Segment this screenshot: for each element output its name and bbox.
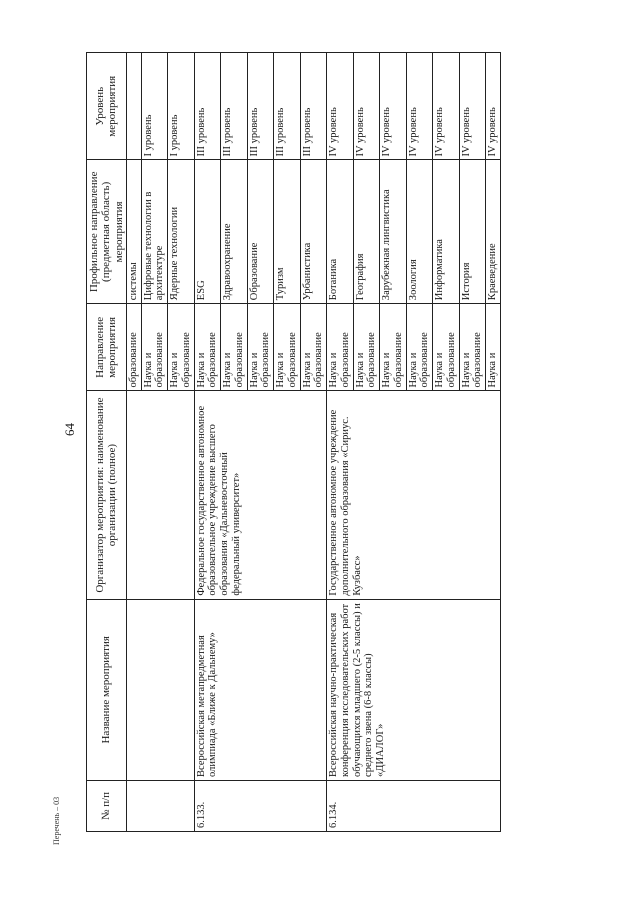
cell-level: IV уровень <box>486 53 501 160</box>
cell-event-name: Всероссийская научно-практическая конференция исследовательских работ обучающихся младшего (2-5 классы) и среднего звена (6-8 классы) «ДИАЛОГ» <box>327 599 501 780</box>
cell-level: IV уровень <box>353 53 380 160</box>
table-row <box>327 53 354 832</box>
cell-organizer <box>126 391 194 599</box>
cell-direction: Наука и образование <box>247 304 274 391</box>
cell-profile: ESG <box>194 160 221 304</box>
cell-direction: Наука и образование <box>221 304 248 391</box>
cell-direction: Наука и образование <box>380 304 407 391</box>
cell-level: IV уровень <box>433 53 460 160</box>
cell-event-name <box>126 599 194 780</box>
cell-level: IV уровень <box>406 53 433 160</box>
cell-event-name: Всероссийская метапредметная олимпиада «Ближе к Дальнему» <box>194 599 327 780</box>
cell-level: IV уровень <box>327 53 354 160</box>
cell-level: I уровень <box>141 53 168 160</box>
cell-direction: Наука и образование <box>141 304 168 391</box>
cell-level: III уровень <box>221 53 248 160</box>
table-row <box>194 53 221 832</box>
rotated-table-container <box>86 52 586 832</box>
cell-direction: Наука и образование <box>327 304 354 391</box>
header-level: Уровень мероприятия <box>87 53 127 160</box>
cell-direction: Наука и образование <box>353 304 380 391</box>
table-row <box>126 53 141 832</box>
page-number: 64 <box>62 423 77 436</box>
footer-note: Перечень – 03 <box>52 796 61 845</box>
cell-number <box>126 780 194 831</box>
cell-direction: Наука и образование <box>168 304 195 391</box>
cell-profile: Здравоохранение <box>221 160 248 304</box>
cell-profile: Зоология <box>406 160 433 304</box>
events-table <box>86 52 501 832</box>
cell-direction: Наука и образование <box>274 304 301 391</box>
cell-profile: Туризм <box>274 160 301 304</box>
cell-level: III уровень <box>194 53 221 160</box>
cell-level: IV уровень <box>380 53 407 160</box>
cell-organizer: Федеральное государственное автономное образовательное учреждение высшего образования «Дальневосточный федеральный университет» <box>194 391 327 599</box>
cell-level: I уровень <box>168 53 195 160</box>
cell-direction: Наука и образование <box>433 304 460 391</box>
cell-profile: Зарубежная лингвистика <box>380 160 407 304</box>
cell-profile: Ядерные технологии <box>168 160 195 304</box>
cell-level: III уровень <box>300 53 327 160</box>
cell-direction: Наука и <box>486 304 501 391</box>
header-organizer: Организатор мероприятия: наименование организации (полное) <box>87 391 127 599</box>
cell-direction: образование <box>126 304 141 391</box>
cell-profile: Информатика <box>433 160 460 304</box>
cell-profile: История <box>459 160 486 304</box>
cell-direction: Наука и образование <box>406 304 433 391</box>
cell-profile: География <box>353 160 380 304</box>
cell-direction: Наука и образование <box>194 304 221 391</box>
table-header-row <box>87 53 127 832</box>
cell-direction: Наука и образование <box>300 304 327 391</box>
cell-profile: Цифровые технологии в архитектуре <box>141 160 168 304</box>
header-profile: Профильное направление (предметная область) мероприятия <box>87 160 127 304</box>
cell-level: III уровень <box>247 53 274 160</box>
cell-profile: Краеведение <box>486 160 501 304</box>
cell-number: 6.133. <box>194 780 327 831</box>
cell-profile: Урбанистика <box>300 160 327 304</box>
header-event-name: Название мероприятия <box>87 599 127 780</box>
header-direction: Направление мероприятия <box>87 304 127 391</box>
cell-number: 6.134. <box>327 780 501 831</box>
cell-level: III уровень <box>274 53 301 160</box>
cell-level <box>126 53 141 160</box>
cell-level: IV уровень <box>459 53 486 160</box>
cell-organizer: Государственное автономное учреждение дополнительного образования «Сириус. Кузбасс» <box>327 391 501 599</box>
cell-profile: системы <box>126 160 141 304</box>
cell-profile: Ботаника <box>327 160 354 304</box>
header-number: № п/п <box>87 780 127 831</box>
cell-direction: Наука и образование <box>459 304 486 391</box>
cell-profile: Образование <box>247 160 274 304</box>
